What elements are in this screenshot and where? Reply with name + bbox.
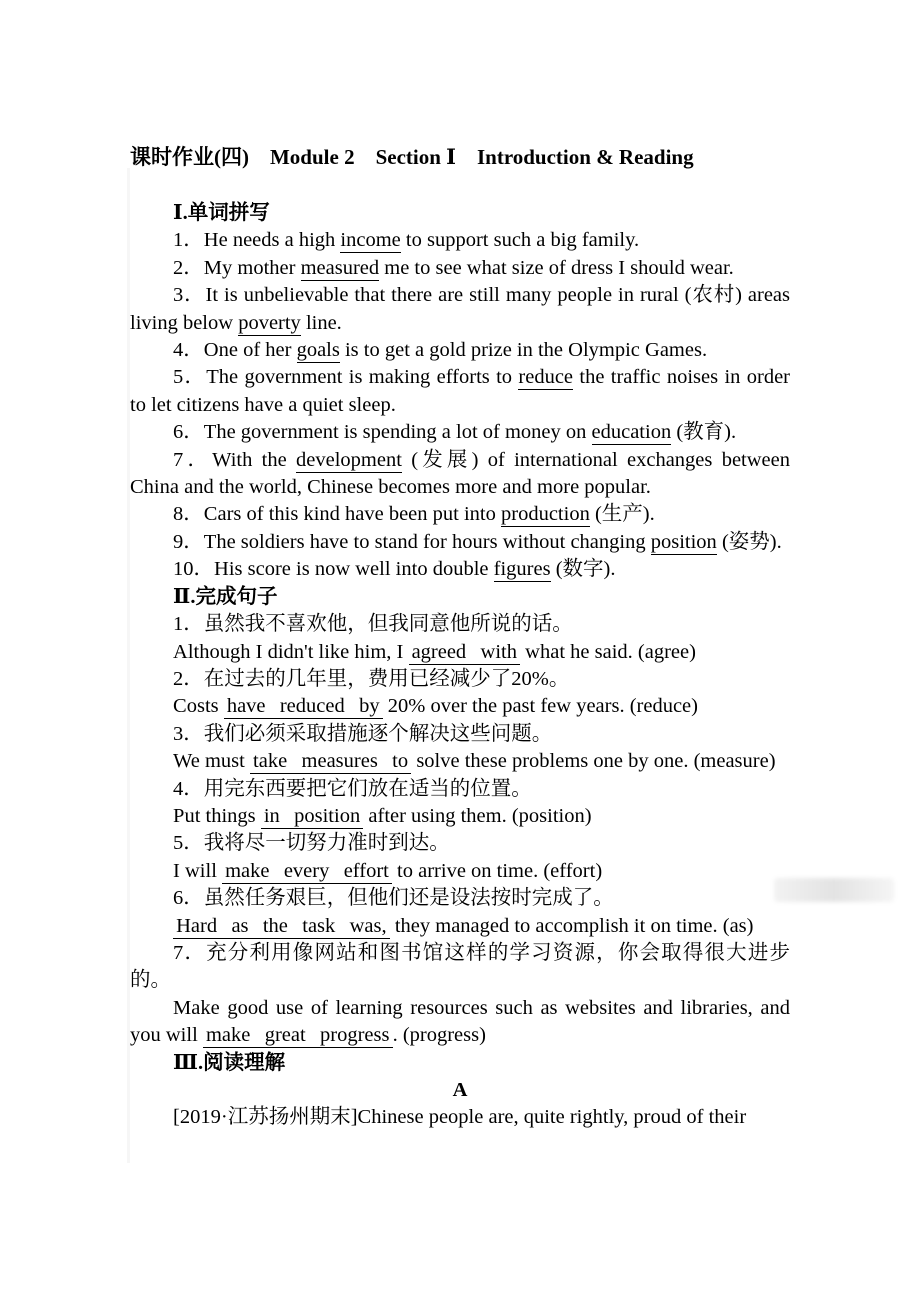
answer-blank: in position <box>261 805 364 829</box>
paragraph <box>130 447 790 502</box>
underlined-word: development <box>296 448 402 471</box>
text-run: 1．虽然我不喜欢他，但我同意他所说的话。 <box>173 613 573 636</box>
text-run: to support such a big family. <box>400 229 640 252</box>
paragraph <box>130 666 790 693</box>
underlined-word: measured <box>300 256 380 279</box>
text-run: (数字). <box>550 558 616 581</box>
paragraph <box>130 501 790 528</box>
paragraph <box>130 940 790 995</box>
text-run: what he said. (agree) <box>520 640 696 663</box>
section-heading <box>130 584 790 611</box>
text-run: A <box>452 1079 468 1101</box>
paragraph <box>130 337 790 364</box>
paragraph <box>130 255 790 282</box>
underlined-word: goals <box>296 339 340 362</box>
underlined-word: income <box>340 229 401 252</box>
text-run: after using them. (position) <box>363 804 592 827</box>
text-run: 6．虽然任务艰巨，但他们还是设法按时完成了。 <box>173 887 614 910</box>
answer-blank: agreed with <box>409 641 521 665</box>
text-run: (发展) of international exchanges between China and the world, Chinese becomes more and more popular. <box>130 448 790 499</box>
page-title: 课时作业(四) Module 2 Section Ⅰ Introduction & Reading <box>130 145 694 169</box>
section-heading <box>130 200 790 227</box>
answer-blank: Hard as the task was, <box>173 915 390 939</box>
text-run: 6．The government is spending a lot of money on <box>173 421 592 444</box>
text-run: solve these problems one by one. (measure) <box>411 750 776 773</box>
text-run: [2019·江苏扬州期末]Chinese people are, quite rightly, proud of their <box>173 1106 747 1129</box>
paragraph <box>130 282 790 337</box>
text-run: 10．His score is now well into double <box>173 558 494 581</box>
text-run: (教育). <box>671 421 737 444</box>
text-run: 2．My mother <box>173 256 301 279</box>
answer-blank: make great progress <box>203 1024 393 1048</box>
text-run: 8．Cars of this kind have been put into <box>173 503 501 526</box>
paragraph <box>130 227 790 254</box>
paragraph <box>130 803 790 830</box>
text-run: Put things <box>173 804 261 827</box>
text-run: 1．He needs a high <box>173 229 341 252</box>
answer-blank: make every effort <box>222 860 392 884</box>
text-run: (生产). <box>589 503 655 526</box>
underlined-word: position <box>650 530 717 553</box>
text-run: We must <box>173 750 250 773</box>
text-run: 2．在过去的几年里，费用已经减少了20%。 <box>173 667 570 690</box>
paragraph <box>130 556 790 583</box>
document-content <box>130 144 790 1132</box>
underlined-word: figures <box>493 558 551 581</box>
paragraph <box>130 748 790 775</box>
text-run: to arrive on time. (effort) <box>391 859 603 882</box>
text-run: 3．It is unbelievable that there are still many people in rural (农村) areas living below <box>130 284 790 334</box>
answer-blank: take measures to <box>250 750 411 774</box>
text-run: Costs <box>173 695 224 718</box>
text-run: 7．With the <box>173 448 296 471</box>
text-run: 4．One of her <box>173 339 297 362</box>
text-run: Make good use of learning resources such as websites and libraries, and you will <box>130 996 790 1047</box>
text-run: (姿势). <box>716 530 782 553</box>
underlined-word: poverty <box>238 311 301 334</box>
text-run: me to see what size of dress I should wear. <box>379 256 734 279</box>
answer-blank: have reduced by <box>224 695 383 719</box>
paragraph <box>130 1104 790 1131</box>
paragraph <box>130 913 790 940</box>
underlined-word: reduce <box>518 366 574 389</box>
text-run: 7．充分利用像网站和图书馆这样的学习资源，你会取得很大进步的。 <box>130 941 790 992</box>
paragraph <box>130 611 790 638</box>
passage-label <box>130 1077 790 1104</box>
text-run: they managed to accomplish it on time. (as) <box>389 914 754 937</box>
paragraph <box>130 721 790 748</box>
paragraph <box>130 995 790 1050</box>
text-run: the traffic noises in order to let citizens have a quiet sleep. <box>130 366 790 416</box>
text-run: 20% over the past few years. (reduce) <box>382 695 698 718</box>
underlined-word: production <box>501 503 590 526</box>
paragraph <box>130 693 790 720</box>
text-run: 5．The government is making efforts to <box>173 366 519 389</box>
text-run: line. <box>300 311 342 334</box>
document-body <box>130 200 790 1132</box>
paragraph <box>130 364 790 419</box>
text-run: I will <box>173 859 223 882</box>
paragraph <box>130 639 790 666</box>
text-run: 5．我将尽一切努力准时到达。 <box>173 832 450 855</box>
paragraph <box>130 419 790 446</box>
section-heading <box>130 1050 790 1077</box>
text-run: . (progress) <box>392 1024 486 1047</box>
text-run: 3．我们必须采取措施逐个解决这些问题。 <box>173 722 553 745</box>
paragraph <box>130 885 790 912</box>
text-run: 4．用完东西要把它们放在适当的位置。 <box>173 777 532 800</box>
text-run: Ⅰ.单词拼写 <box>173 202 270 224</box>
paragraph <box>130 830 790 857</box>
underlined-word: education <box>591 421 672 444</box>
watermark-smudge <box>774 878 894 902</box>
text-run: Although I didn't like him, I <box>173 640 409 663</box>
text-run: Ⅱ.完成句子 <box>173 585 278 608</box>
paragraph <box>130 858 790 885</box>
text-run: 9．The soldiers have to stand for hours without changing <box>173 530 651 553</box>
text-run: Ⅲ.阅读理解 <box>173 1051 286 1074</box>
paragraph <box>130 776 790 803</box>
paragraph <box>130 529 790 556</box>
text-run: is to get a gold prize in the Olympic Games. <box>339 339 708 362</box>
